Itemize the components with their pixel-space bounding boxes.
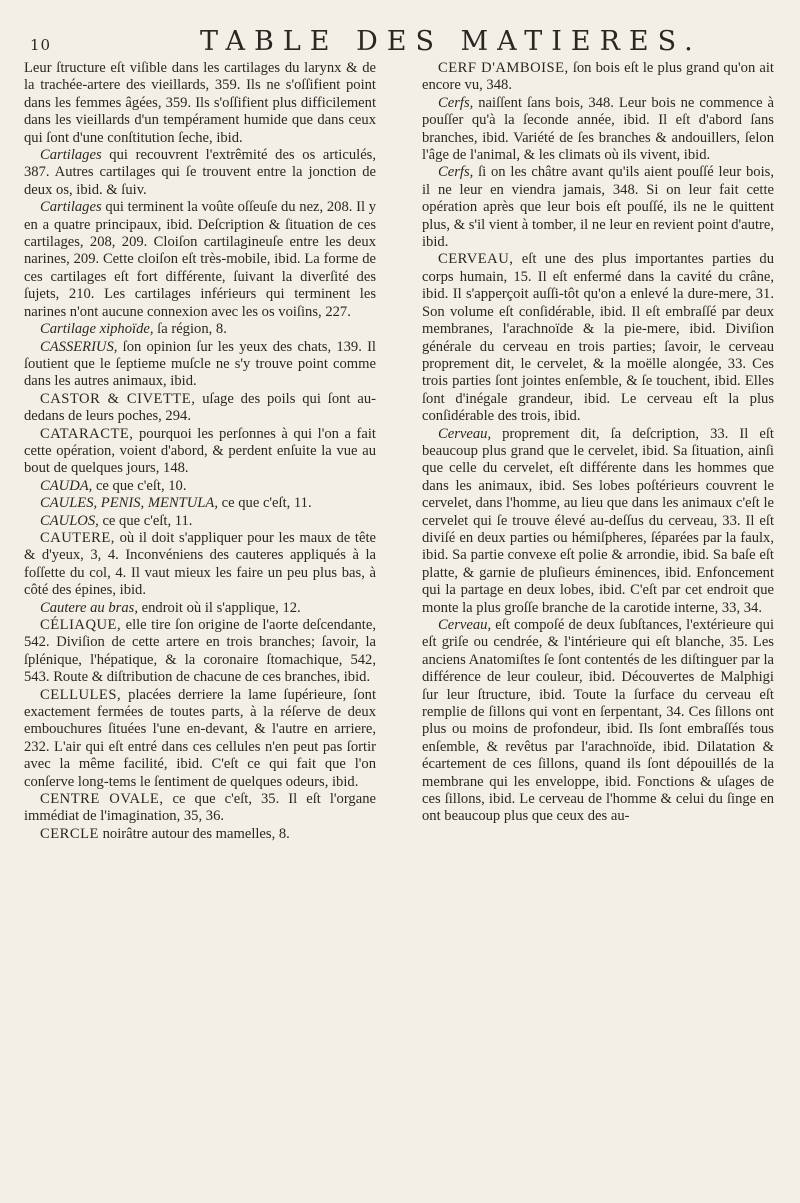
index-entry <box>24 617 376 687</box>
entry-text: uſage des poils qui ſont au-dedans de leurs poches, 294. <box>24 390 376 425</box>
entry-text: ce que c'eſt, 11. <box>217 495 312 512</box>
entry-headword: Cerfs, <box>438 94 474 111</box>
index-entry <box>24 600 376 617</box>
index-entry <box>24 147 376 199</box>
entry-headword: CAULOS, <box>40 512 99 529</box>
entry-text: proprement dit, ſa deſcription, 33. Il eſt beaucoup plus grand que le cervelet, ibid. Sa ſituation, ainſi que celle du cervelet, eſt différente dans les hommes que dans les animaux, ibid. Ses lobes poſtérieurs couvrent le cervelet, dans l'homme, au lieu que dans les animaux c'eſt le cervelet qui ſe trouve élevé au-deſſus du cerveau, 33. Il eſt diviſé en deux parties ou hémiſpheres, ſéparées par la faulx, ibid. Sa partie convexe eſt polie & arrondie, ibid. Sa baſe eſt platte, & garnie de pluſieurs éminences, ibid. Enfoncement qui la partage en deux lobes, ibid. C'eſt par cet endroit que monte la plus groſſe branche de la carotide interne, 33, 34. <box>422 425 774 616</box>
entry-text: ce que c'eſt, 10. <box>92 477 187 494</box>
entry-headword: Cautere au bras, <box>40 599 138 616</box>
entry-headword: CÉLIAQUE, <box>40 617 122 633</box>
entry-headword: CENTRE OVALE, <box>40 791 164 808</box>
entry-headword: Cerveau, <box>438 617 492 633</box>
entry-text: Leur ſtructure eſt viſible dans les cartilages du larynx & de la trachée-artere des vieillards, 359. Ils ne s'oſſifient point dans les femmes âgées, 359. Ils s'oſſifient plus difficilement dans les vieillards d'un tempérament humide que dans ceux qui ſont d'une conſtitution ſeche, ibid. <box>24 60 376 146</box>
entry-headword: CATARACTE, <box>40 425 134 442</box>
entry-text: ſi on les châtre avant qu'ils aient pouſſé leur bois, il ne leur en viendra jamais, 348. Si on leur fait cette opération après que leur bois eſt pouſſé, ils ne le quittent plus, & s'il vient à tomber, il ne leur en revient point d'autre, ibid. <box>422 164 774 251</box>
index-entry <box>24 826 376 843</box>
page-header <box>30 26 770 56</box>
index-entry <box>24 60 376 147</box>
page-number: 10 <box>30 36 52 54</box>
index-entry <box>24 687 376 791</box>
index-entry <box>24 478 376 495</box>
entry-headword: CASTOR & CIVETTE, <box>40 390 196 407</box>
index-entry <box>24 426 376 478</box>
entry-text: ſon opinion ſur les yeux des chats, 139. Il ſoutient que le ſeptieme muſcle ne s'y trouve point comme dans les autres animaux, ibid. <box>24 338 376 390</box>
entry-headword: CELLULES, <box>40 686 122 703</box>
entry-text: endroit où il s'applique, 12. <box>137 599 301 616</box>
entry-text: placées derriere la lame ſupérieure, ſont exactement fermées de toutes parts, à la réſerve de deux embouchures ſituées l'une en-devant, & l'autre en arriere, 232. L'air qui eſt entré dans ces cellules n'en peut pas ſortir avec la même facilité, ibid. C'eſt ce qui fait que l'on conſerve long-tems le ſentiment de quelques odeurs, ibid. <box>24 686 376 790</box>
index-entry <box>422 617 774 826</box>
index-entry <box>422 60 774 95</box>
index-entry <box>24 791 376 826</box>
entry-headword: CERCLE <box>40 825 99 842</box>
index-entry <box>422 426 774 617</box>
index-entry <box>24 495 376 512</box>
entry-text: eſt compoſé de deux ſubſtances, l'extérieure qui eſt griſe ou cendrée, & l'intérieure qui eſt blanche, 35. Les anciens Anatomiſtes ſe ſont contentés de les diſtinguer par la différence de leur couleur, ibid. Découvertes de Malphigi ſur leur ſtructure, ibid. Toute la ſurface du cerveau eſt remplie de ſillons qui vont en ſerpentant, 34. Ces ſillons ont plus ou moins de profondeur, ibid. Ils ſont embraſſés tous enſemble, & revêtus par l'arachnoïde, ibid. Dilatation & écartement de ces ſillons, quand ils ſont dépouillés de la membrane qui les enveloppe, ibid. Fonctions & uſages de ces ſillons, ibid. Le cerveau de l'homme & celui du ſinge en ont beaucoup plus que ceux des au- <box>422 617 774 825</box>
entry-text: noirâtre autour des mamelles, 8. <box>98 825 290 842</box>
index-entry <box>24 513 376 530</box>
entry-headword: CERVEAU, <box>438 251 514 268</box>
index-entry <box>24 391 376 426</box>
entry-text: pourquoi les perſonnes à qui l'on a fait cette opération, voient d'abord, & perdent enſuite la vue au bout de quelques jours, 148. <box>24 425 376 477</box>
running-title: TABLE DES MATIERES. <box>200 26 702 57</box>
entry-headword: CASSERIUS, <box>40 338 118 355</box>
entry-text: où il doit s'appliquer pour les maux de tête & d'yeux, 3, 4. Inconvéniens des cauteres appliqués à la foſſette du col, 4. Il vaut mieux les faire un peu plus bas, à côté des épines, ibid. <box>24 529 376 599</box>
index-entry <box>422 251 774 425</box>
entry-headword: Cerveau, <box>438 425 492 442</box>
entry-headword: CAUDA, <box>40 477 93 494</box>
entry-text: ce que c'eſt, 11. <box>98 512 193 529</box>
entry-text: naiſſent ſans bois, 348. Leur bois ne commence à pouſſer qu'à la ſeconde année, ibid. Il eſt d'abord ſans branches, ibid. Variété de ſes branches & andouillers, ſelon l'âge de l'animal, & les climats où ils vivent, ibid. <box>422 94 774 164</box>
entry-headword: Cartilages <box>40 199 102 216</box>
entry-text: ce que c'eſt, 35. Il eſt l'organe immédiat de l'imagination, 35, 36. <box>24 791 376 825</box>
index-entry <box>24 199 376 321</box>
entry-text: qui recouvrent l'extrêmité des os articulés, 387. Autres cartilages qui ſe trouvent entre la jonction de deux os, ibid. & ſuiv. <box>24 147 376 198</box>
entry-text: elle tire ſon origine de l'aorte deſcendante, 542. Diviſion de cette artere en trois branches; ſavoir, la ſplénique, l'hépatique, & la coronaire ſtomachique, 542, 543. Route & diſtribution de chacune de ces branches, ibid. <box>24 617 376 686</box>
index-entry <box>422 95 774 165</box>
index-entry <box>24 530 376 600</box>
index-entry <box>24 339 376 391</box>
entry-text: qui terminent la voûte oſſeuſe du nez, 208. Il y en a quatre principaux, ibid. Deſcription & ſituation de ces cartilages, 208, 209. Cloiſon cartilagineuſe entre les deux narines, 209. Cette cloiſon eſt très-mobile, ibid. La forme de ces cartilages eſt fort différente, ſuivant la diverſité des ſujets, 210. Les cartilages inférieurs qui terminent les narines n'ont aucune connexion avec les os voiſins, 227. <box>24 199 376 320</box>
index-entry <box>24 321 376 338</box>
entry-text: ſa région, 8. <box>153 321 227 338</box>
entry-headword: Cartilages <box>40 147 102 164</box>
left-column <box>24 60 376 843</box>
entry-headword: CERF D'AMBOISE, <box>438 60 569 76</box>
index-entry <box>422 164 774 251</box>
entry-headword: Cerfs, <box>438 164 474 181</box>
entry-headword: CAUTERE, <box>40 529 115 546</box>
entry-text: eſt une des plus importantes parties du corps humain, 15. Il eſt enfermé dans la cavité du crâne, ibid. Il s'apperçoit auſſi-tôt qu'on a enlevé la dure-mere, 31. Son volume eſt conſidérable, ibid. Il eſt embraſſé par deux membranes, l'arachnoïde & la pie-mere, ibid. Diviſion générale du cerveau en trois parties; ſavoir, le cerveau proprement dit, le cervelet, & la moëlle alongée, 33. Ces trois parties ſont jointes enſemble, & ſe touchent, ibid. Elles ſont d'inégale grandeur, ibid. Le cerveau eſt la plus conſidérable des trois, ibid. <box>422 251 774 425</box>
entry-headword: CAULES, PENIS, MENTULA, <box>40 495 218 512</box>
entry-headword: Cartilage xiphoïde, <box>40 321 154 338</box>
entry-text: ſon bois eſt le plus grand qu'on ait encore vu, 348. <box>422 60 774 94</box>
right-column <box>422 60 774 826</box>
